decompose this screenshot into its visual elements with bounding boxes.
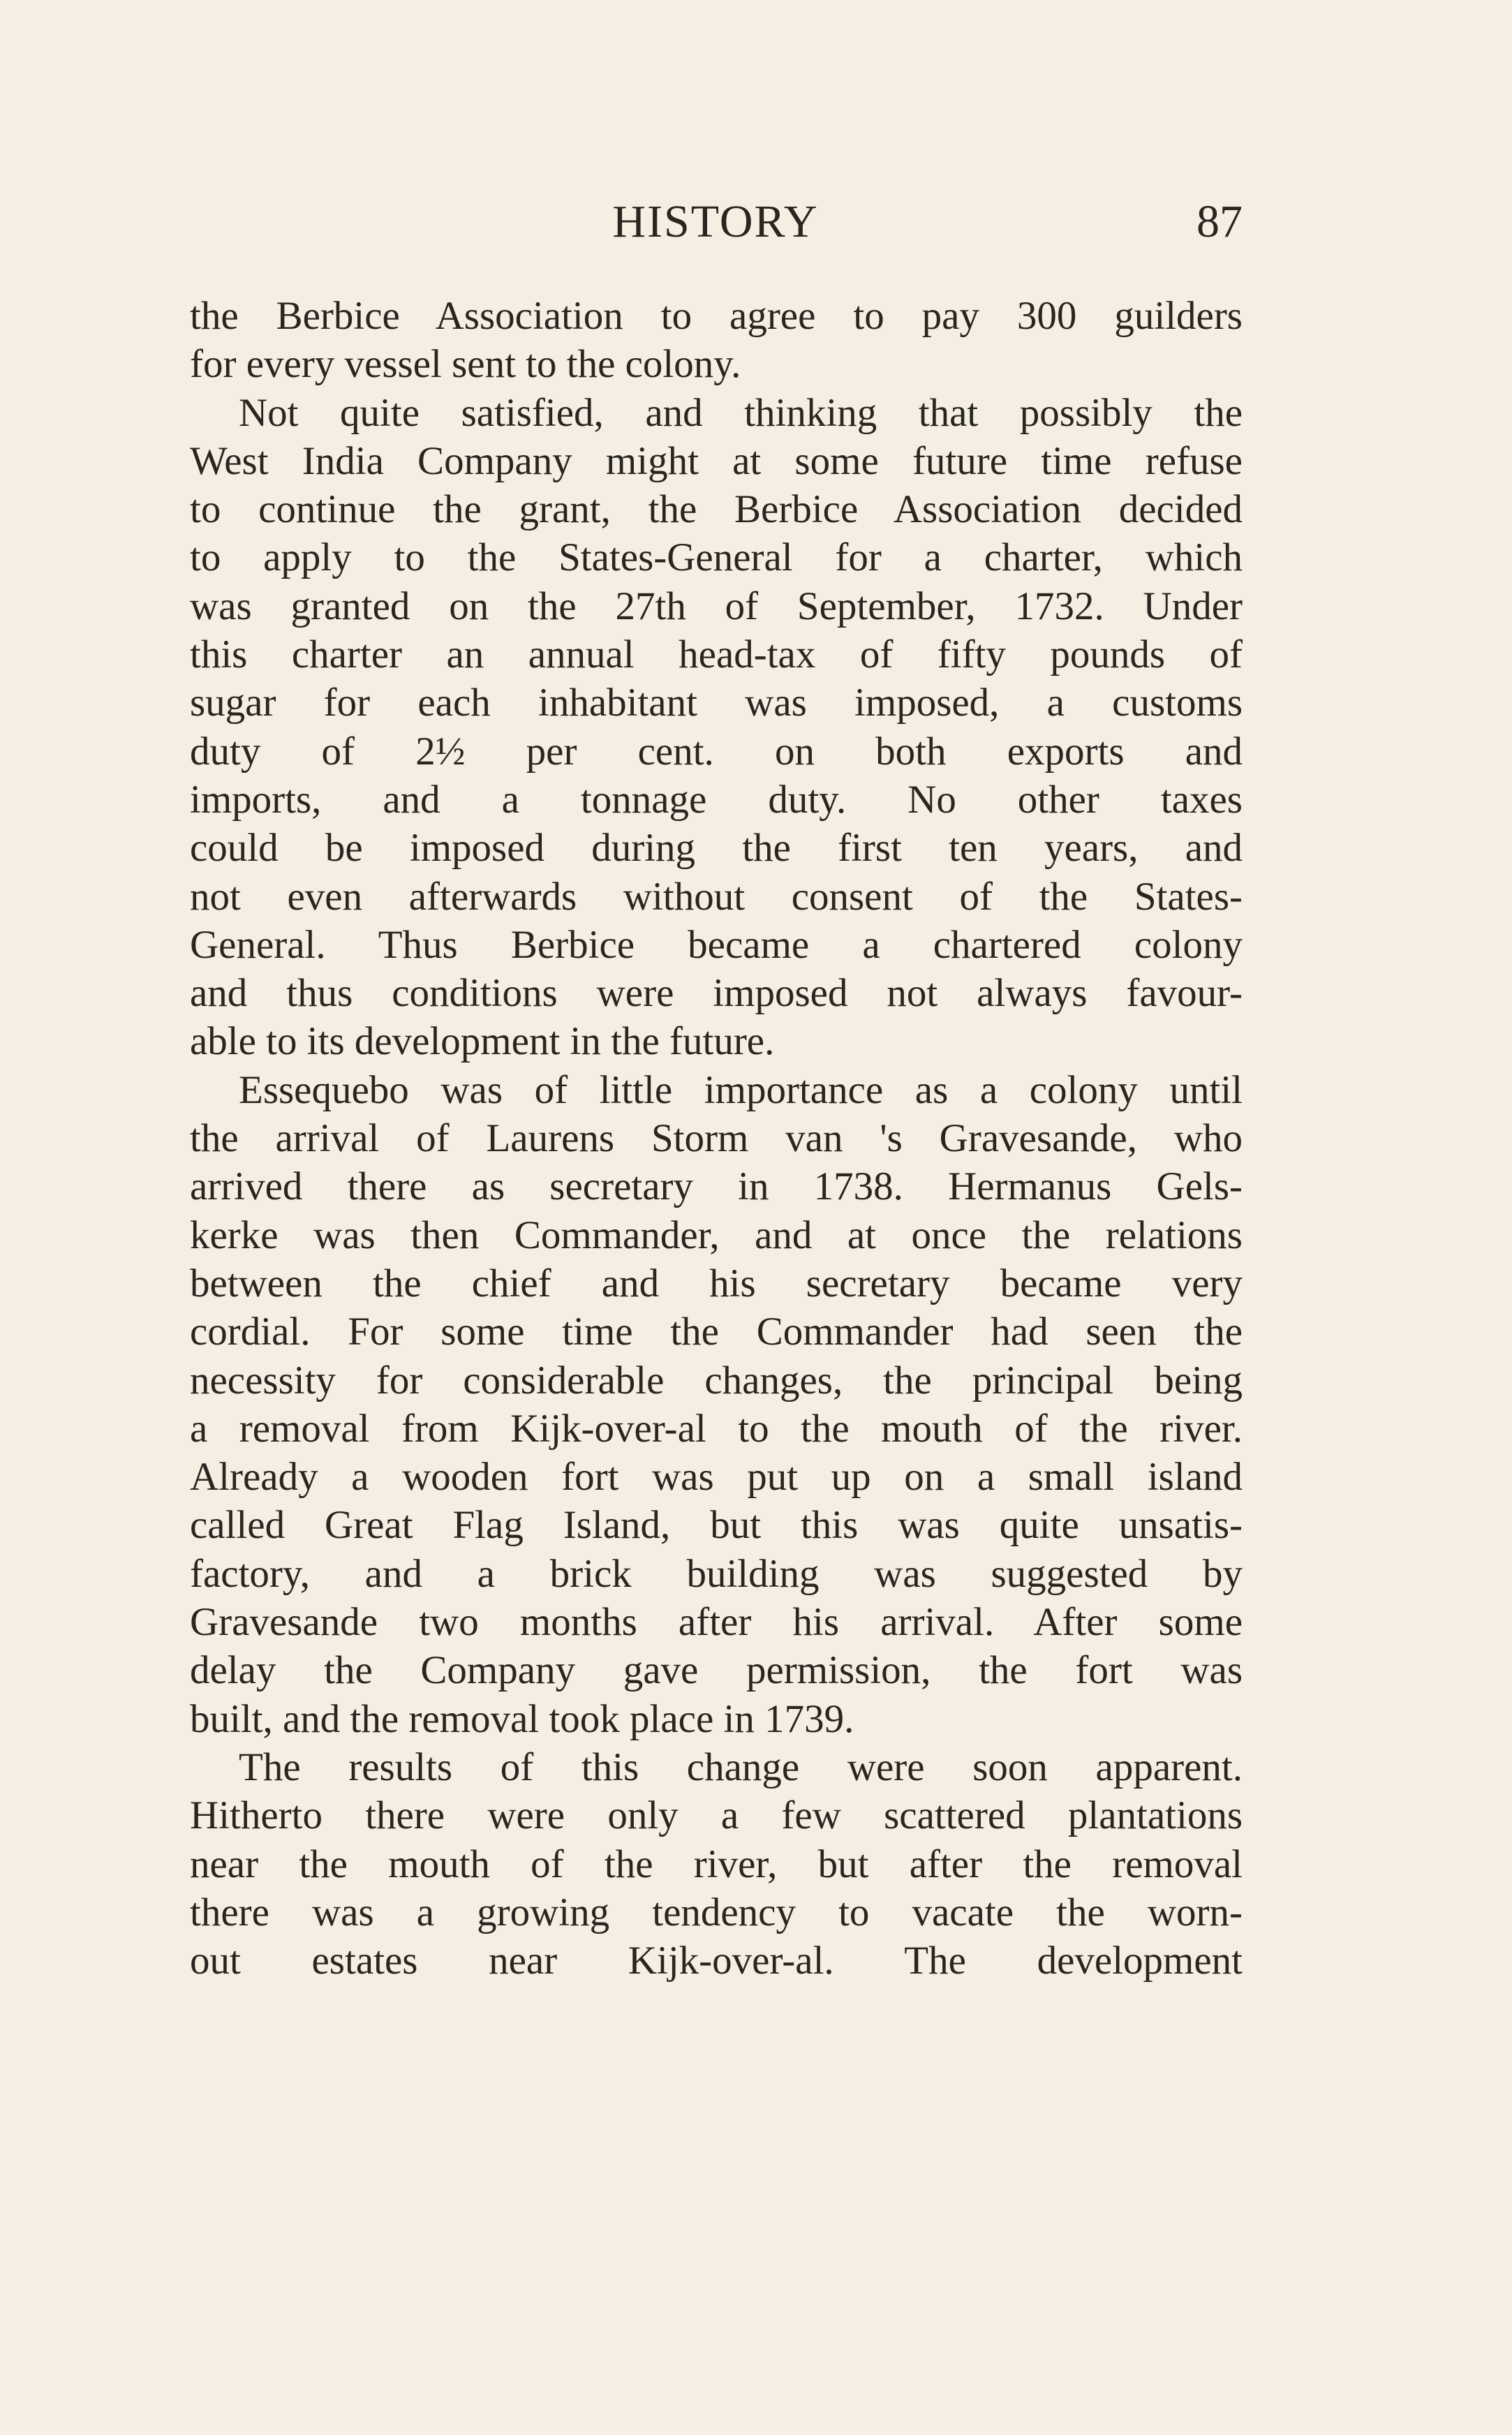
text-line: cordial. For some time the Commander had seen the [190,1310,1243,1354]
text-line: Not quite satisfied, and thinking that possibly the [239,390,1243,435]
text-line: necessity for considerable changes, the principal being [190,1358,1243,1402]
body-text [190,292,1243,1985]
text-line: imports, and a tonnage duty. No other taxes [190,777,1243,822]
text-line: The results of this change were soon apparent. [239,1745,1243,1789]
text-line: between the chief and his secretary became very [190,1261,1243,1305]
text-line: Essequebo was of little importance as a colony until [239,1067,1243,1112]
text-line: the arrival of Laurens Storm van 's Gravesande, who [190,1116,1243,1161]
text-line: near the mouth of the river, but after the removal [190,1842,1243,1886]
text-line: to apply to the States-General for a charter, which [190,535,1243,580]
text-line: sugar for each inhabitant was imposed, a customs [190,681,1243,725]
text-line: arrived there as secretary in 1738. Hermanus Gels- [190,1164,1243,1209]
text-line: Hitherto there were only a few scattered plantations [190,1793,1243,1838]
running-title: HISTORY [612,196,819,247]
text-line: and thus conditions were imposed not always favour- [190,971,1243,1016]
text-line: General. Thus Berbice became a chartered colony [190,922,1243,967]
text-line: could be imposed during the first ten years, and [190,826,1243,871]
text-line: West India Company might at some future time refuse [190,438,1243,483]
text-line: a removal from Kijk-over-al to the mouth of the river. [190,1406,1243,1451]
text-line: the Berbice Association to agree to pay 300 guilders [190,294,1243,338]
text-line: not even afterwards without consent of the States- [190,874,1243,919]
text-line: to continue the grant, the Berbice Association decided [190,487,1243,532]
text-line: factory, and a brick building was suggested by [190,1551,1243,1596]
text-line: was granted on the 27th of September, 1732. Under [190,584,1243,628]
running-header [188,195,1243,258]
text-line: there was a growing tendency to vacate the worn- [190,1890,1243,1934]
page-number: 87 [1196,196,1243,247]
text-line: Already a wooden fort was put up on a small island [190,1455,1243,1500]
text-line: able to its development in the future. [190,1019,775,1064]
text-line: kerke was then Commander, and at once the relations [190,1213,1243,1257]
text-line: built, and the removal took place in 1739. [190,1696,854,1741]
text-line: called Great Flag Island, but this was quite unsatis- [190,1503,1243,1548]
text-line: for every vessel sent to the colony. [190,342,741,387]
text-line: this charter an annual head-tax of fifty pounds of [190,632,1243,677]
text-line: delay the Company gave permission, the fort was [190,1648,1243,1693]
text-line: out estates near Kijk-over-al. The development [190,1939,1243,1983]
text-line: duty of 2½ per cent. on both exports and [190,729,1243,774]
text-line: Gravesande two months after his arrival. After some [190,1600,1243,1645]
